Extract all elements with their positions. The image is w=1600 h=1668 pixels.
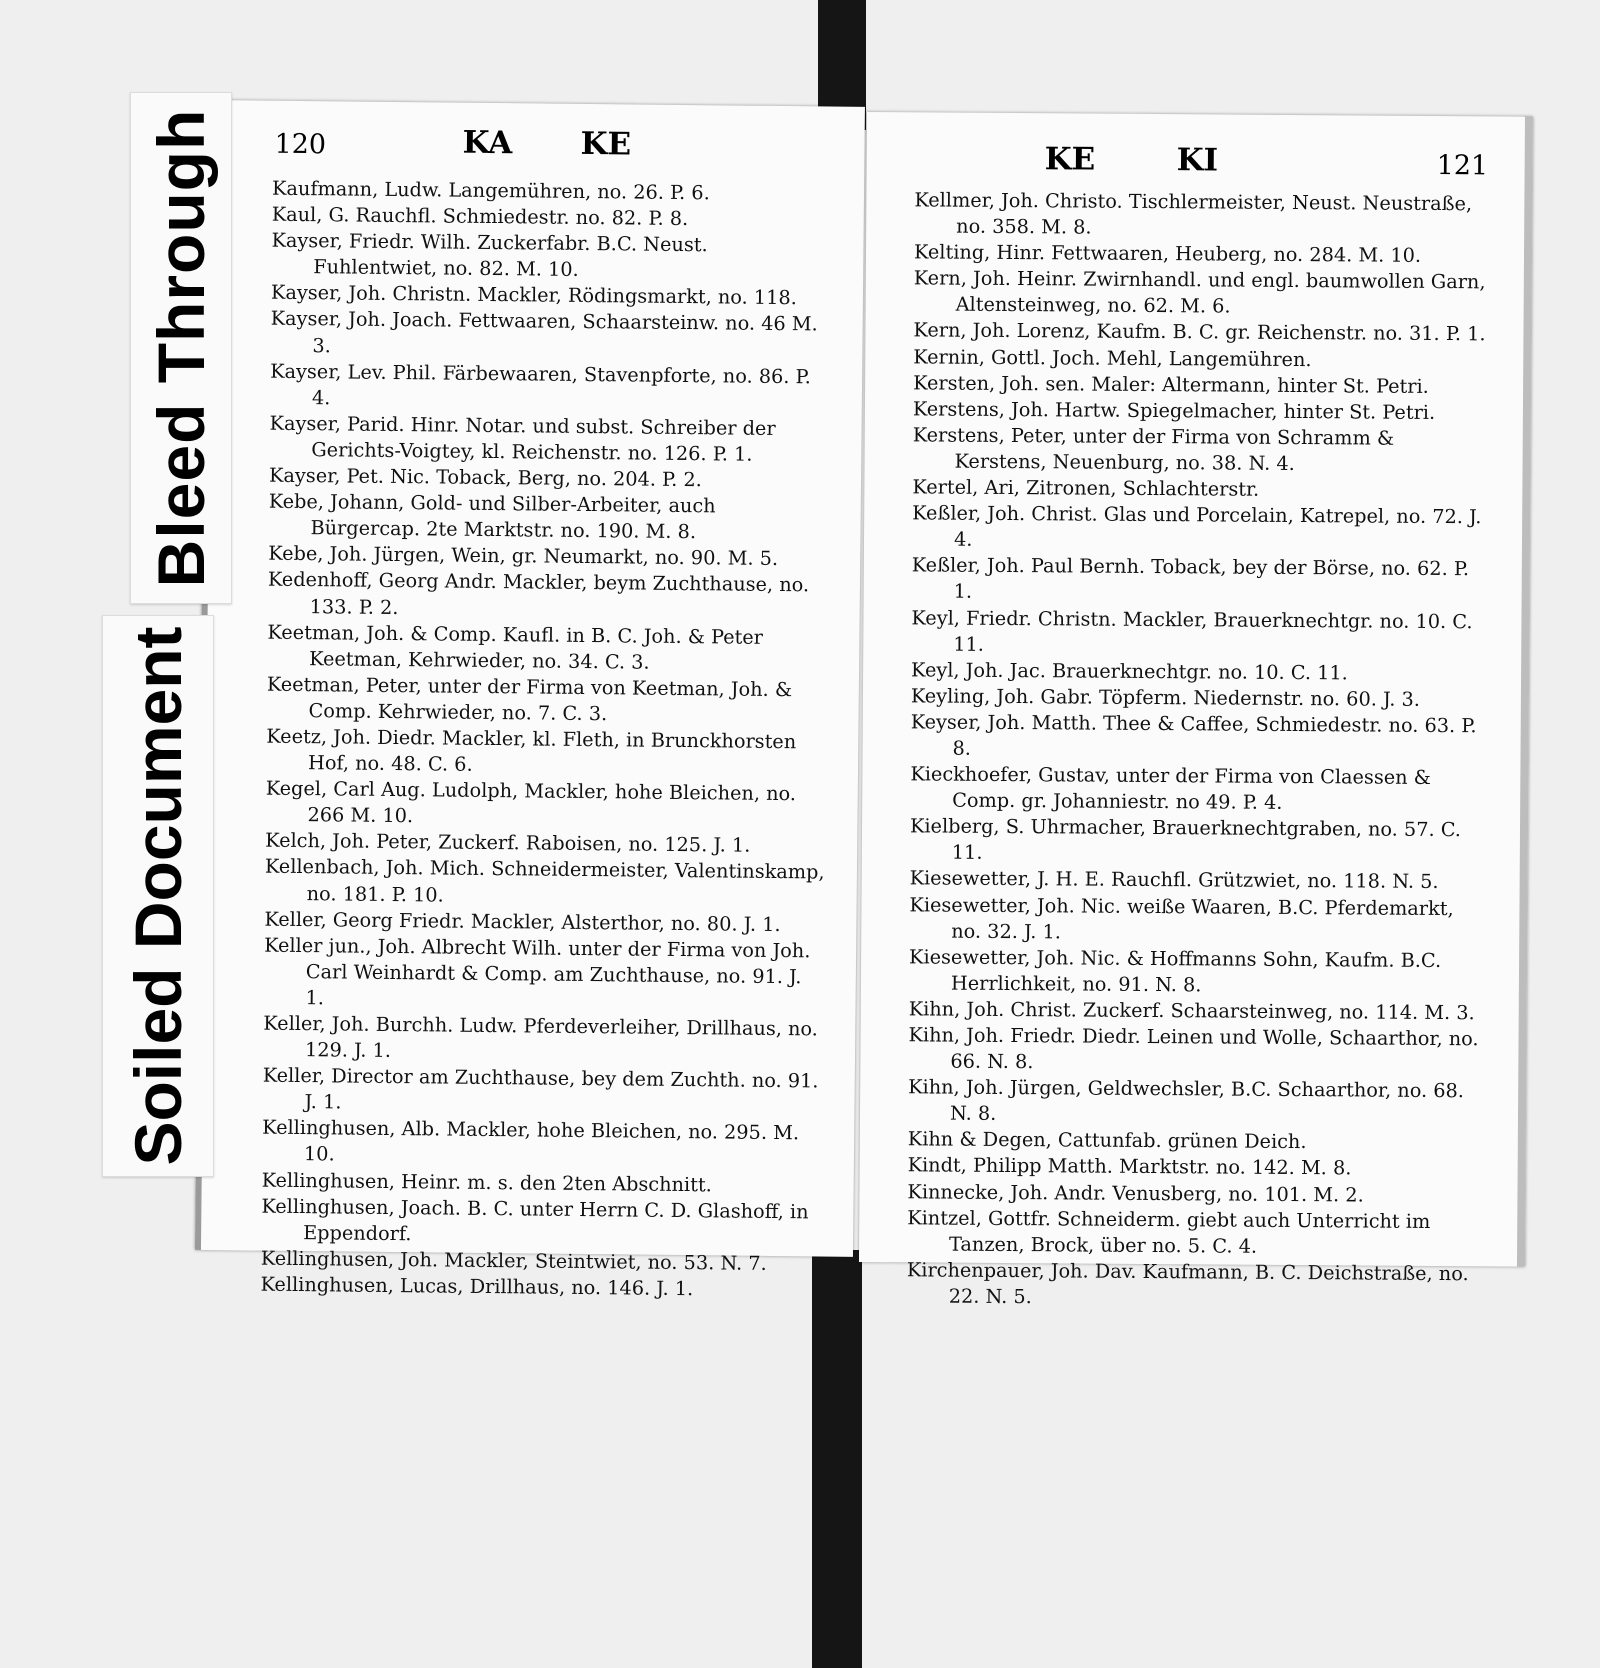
directory-entry: Kayser, Pet. Nic. Toback, Berg, no. 204. P. 2. (268, 463, 702, 492)
directory-entry: Kellinghusen, Alb. Mackler, hohe Bleichen, no. 295. M. 10. (262, 1116, 800, 1166)
directory-entry: Kersten, Joh. sen. Maler: Altermann, hinter St. Petri. (913, 370, 1429, 398)
directory-entry: Kirchenpauer, Joh. Dav. Kaufmann, B. C. Deichstraße, no. 22. N. 5. (906, 1258, 1469, 1309)
directory-entry: Kayser, Lev. Phil. Färbewaaren, Stavenpforte, no. 86. P. 4. (270, 359, 811, 410)
left-page (195, 100, 865, 1301)
directory-entry: Kintzel, Gottfr. Schneiderm. giebt auch Unterricht im Tanzen, Brock, über no. 5. C. 4. (907, 1205, 1431, 1258)
sticker-text: Soiled Document (121, 626, 195, 1166)
right-page (859, 112, 1533, 1309)
directory-entry: Kindt, Philipp Matth. Marktstr. no. 142. M. 8. (907, 1153, 1352, 1180)
directory-entry: Kebe, Joh. Jürgen, Wein, gr. Neumarkt, no. 90. M. 5. (268, 541, 779, 571)
directory-entry: Kinnecke, Joh. Andr. Venusberg, no. 101. M. 2. (907, 1179, 1364, 1207)
directory-entry: Kaufmann, Ludw. Langemühren, no. 26. P. 6. (271, 176, 710, 205)
directory-entry: Keller jun., Joh. Albrecht Wilh. unter der Firma von Joh. Carl Weinhardt & Comp. am Zuchthause, no. 91. J. 1. (264, 933, 811, 1010)
directory-entry: Keyling, Joh. Gabr. Töpferm. Niedernstr. no. 60. J. 3. (910, 684, 1420, 711)
directory-entry: Kertel, Ari, Zitronen, Schlachterstr. (912, 475, 1260, 501)
directory-entry: Kelting, Hinr. Fettwaaren, Heuberg, no. 284. M. 10. (913, 240, 1422, 268)
directory-entry: Kihn, Joh. Jürgen, Geldwechsler, B.C. Schaarthor, no. 68. N. 8. (908, 1075, 1465, 1126)
directory-entry: Kieckhoefer, Gustav, unter der Firma von Claessen & Comp. gr. Johanniestr. no 49. P. 4. (910, 762, 1431, 815)
directory-entry: Kihn, Joh. Friedr. Diedr. Leinen und Wolle, Schaarthor, no. 66. N. 8. (908, 1023, 1479, 1074)
directory-entry: Kayser, Joh. Christn. Mackler, Rödingsmarkt, no. 118. (270, 281, 797, 310)
directory-entry: Keyl, Friedr. Christn. Mackler, Brauerknechtgr. no. 10. C. 11. (911, 605, 1473, 656)
label-sticker-bleed-through (130, 92, 232, 604)
page-number: 120 (274, 128, 327, 161)
directory-entry: Keller, Director am Zuchthause, bey dem Zuchth. no. 91. J. 1. (262, 1063, 819, 1114)
directory-entry: Kern, Joh. Heinr. Zwirnhandl. und engl. baumwollen Garn, Altensteinweg, no. 62. M. 6. (913, 266, 1486, 318)
directory-entry: Kaul, G. Rauchfl. Schmiedestr. no. 82. P. 8. (271, 202, 689, 231)
directory-entry: Kern, Joh. Lorenz, Kaufm. B. C. gr. Reichenstr. no. 31. P. 1. (913, 318, 1486, 346)
directory-entry: Kellmer, Joh. Christo. Tischlermeister, Neust. Neustraße, no. 358. M. 8. (914, 188, 1473, 239)
directory-entry: Keyl, Joh. Jac. Brauerknechtgr. no. 10. C. 11. (911, 658, 1348, 685)
directory-entry: Kedenhoff, Georg Andr. Mackler, beym Zuchthause, no. 133. P. 2. (267, 568, 810, 619)
directory-entry: Kiesewetter, Joh. Nic. weiße Waaren, B.C. Pferdemarkt, no. 32. J. 1. (909, 892, 1454, 943)
directory-entry: Keyser, Joh. Matth. Thee & Caffee, Schmiedestr. no. 63. P. 8. (910, 710, 1477, 760)
directory-entry: Kelch, Joh. Peter, Zuckerf. Raboisen, no. 125. J. 1. (265, 828, 751, 858)
directory-entry: Kellinghusen, Lucas, Drillhaus, no. 146. J. 1. (260, 1272, 694, 1301)
directory-entry: Keller, Joh. Burchh. Ludw. Pferdeverleiher, Drillhaus, no. 129. J. 1. (263, 1011, 818, 1063)
running-head-left: KA (462, 124, 513, 162)
directory-entry: Kellenbach, Joh. Mich. Schneidermeister, Valentinskamp, no. 181. P. 10. (264, 855, 825, 907)
directory-entry: Kihn, Joh. Christ. Zuckerf. Schaarsteinweg, no. 114. M. 3. (908, 997, 1475, 1025)
running-head-left: KE (1044, 141, 1096, 178)
right-page-header (867, 112, 1525, 187)
directory-entry: Kiesewetter, Joh. Nic. & Hoffmanns Sohn, Kaufm. B.C. Herrlichkeit, no. 91. N. 8. (909, 945, 1442, 997)
directory-entry: Kellinghusen, Heinr. m. s. den 2ten Abschnitt. (261, 1168, 712, 1196)
running-head-right: KE (580, 125, 632, 163)
directory-entry: Kerstens, Peter, unter der Firma von Schramm & Kerstens, Neuenburg, no. 38. N. 4. (912, 423, 1395, 475)
directory-entries (260, 176, 832, 1304)
directory-entry: Kielberg, S. Uhrmacher, Brauerknechtgraben, no. 57. C. 11. (909, 814, 1462, 865)
page-number: 121 (1436, 149, 1489, 182)
directory-entry: Kayser, Friedr. Wilh. Zuckerfabr. B.C. Neust. Fuhlentwiet, no. 82. M. 10. (271, 228, 708, 282)
directory-entry: Kellinghusen, Joach. B. C. unter Herrn C. D. Glashoff, in Eppendorf. (261, 1194, 809, 1245)
directory-entry: Kerstens, Joh. Hartw. Spiegelmacher, hinter St. Petri. (912, 397, 1436, 424)
left-page-header (212, 100, 865, 177)
directory-entries (907, 187, 1493, 1313)
directory-entry: Kiesewetter, J. H. E. Rauchfl. Grützwiet, no. 118. N. 5. (909, 866, 1439, 894)
directory-entry: Kayser, Joh. Joach. Fettwaaren, Schaarsteinw. no. 46 M. 3. (270, 307, 818, 357)
label-sticker-soiled-document (102, 615, 214, 1177)
directory-entry: Kernin, Gottl. Joch. Mehl, Langemühren. (913, 344, 1312, 371)
directory-entry: Kebe, Johann, Gold- und Silber-Arbeiter, auch Bürgercap. 2te Marktstr. no. 190. M. 8. (268, 489, 716, 544)
directory-entry: Kellinghusen, Joh. Mackler, Steintwiet, no. 53. N. 7. (260, 1246, 767, 1275)
directory-entry: Kayser, Parid. Hinr. Notar. und subst. Schreiber der Gerichts-Voigtey, kl. Reichenstr. no. 126. P. 1. (269, 411, 776, 466)
directory-entry: Kegel, Carl Aug. Ludolph, Mackler, hohe Bleichen, no. 266 M. 10. (265, 776, 797, 828)
directory-entry: Keetz, Joh. Diedr. Mackler, kl. Fleth, in Brunckhorsten Hof, no. 48. C. 6. (266, 724, 797, 776)
sticker-text: Bleed Through (144, 108, 218, 588)
directory-entry: Keller, Georg Friedr. Mackler, Alsterthor, no. 80. J. 1. (264, 907, 781, 936)
directory-entry: Keetman, Joh. & Comp. Kaufl. in B. C. Joh. & Peter Keetman, Kehrwieder, no. 34. C. 3. (267, 620, 764, 674)
directory-entry: Keßler, Joh. Christ. Glas und Porcelain, Katrepel, no. 72. J. 4. (912, 501, 1482, 551)
spine-strip-bottom (812, 1250, 862, 1668)
directory-entry: Kihn & Degen, Cattunfab. grünen Deich. (907, 1127, 1307, 1154)
running-head-right: KI (1176, 142, 1219, 179)
directory-entry: Keßler, Joh. Paul Bernh. Toback, bey der Börse, no. 62. P. 1. (911, 553, 1470, 604)
directory-entry: Keetman, Peter, unter der Firma von Keetman, Joh. & Comp. Kehrwieder, no. 7. C. 3. (266, 672, 793, 726)
